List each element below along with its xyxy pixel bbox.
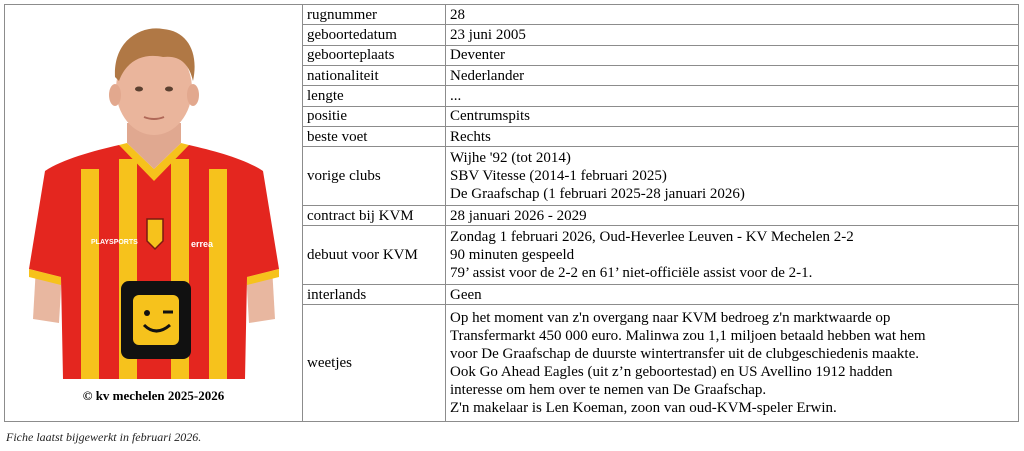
row-value-weetjes: [446, 305, 1019, 422]
update-footnote: Fiche laatst bijgewerkt in februari 2026.: [6, 430, 202, 444]
row-value-lengte: [446, 86, 1019, 106]
value-line: 79’ assist voor de 2-2 en 61’ niet-officiële assist voor de 2-1.: [450, 265, 813, 282]
value-line: voor De Graafschap de duurste wintertransfer uit de clubgeschiedenis maakte.: [450, 346, 919, 363]
row-value-rugnummer: [446, 5, 1019, 25]
row-label-weetjes: weetjes: [303, 305, 446, 422]
value-line: Centrumspits: [450, 108, 531, 125]
value-line: Geen: [450, 286, 482, 303]
value-line: interesse om hem over te nemen van De Graafschap.: [450, 382, 767, 399]
row-label-vorige-clubs: vorige clubs: [303, 147, 446, 206]
row-value-beste-voet: [446, 126, 1019, 146]
row-label-debuut: debuut voor KVM: [303, 226, 446, 285]
row-label-geboorteplaats: geboorteplaats: [303, 45, 446, 65]
player-photo-image: [23, 19, 285, 379]
row-value-positie: [446, 106, 1019, 126]
value-line: Transfermarkt 450 000 euro. Malinwa zou 1,1 miljoen betaald hebben wat hem: [450, 328, 926, 345]
row-value-debuut: [446, 226, 1019, 285]
shirt-sponsor-text: PLAYSPORTS: [91, 239, 138, 246]
value-line: 23 juni 2005: [450, 26, 526, 43]
value-line: Rechts: [450, 128, 491, 145]
value-line: Op het moment van z'n overgang naar KVM bedroeg z'n marktwaarde op: [450, 310, 891, 327]
value-line: Deventer: [450, 47, 505, 64]
row-label-positie: positie: [303, 106, 446, 126]
value-line: Wijhe '92 (tot 2014): [450, 150, 571, 167]
row-value-interlands: [446, 285, 1019, 305]
row-label-geboortedatum: geboortedatum: [303, 25, 446, 45]
row-value-nationaliteit: [446, 65, 1019, 85]
shirt-brand-text: errea: [191, 239, 214, 249]
row-label-beste-voet: beste voet: [303, 126, 446, 146]
row-label-rugnummer: rugnummer: [303, 5, 446, 25]
row-label-interlands: interlands: [303, 285, 446, 305]
row-value-geboortedatum: [446, 25, 1019, 45]
value-line: De Graafschap (1 februari 2025-28 januari 2026): [450, 186, 745, 203]
table-row: [5, 5, 1019, 25]
row-label-contract: contract bij KVM: [303, 205, 446, 225]
row-value-vorige-clubs: [446, 147, 1019, 206]
player-photo-cell: [5, 5, 303, 422]
row-label-lengte: lengte: [303, 86, 446, 106]
value-line: ...: [450, 87, 462, 104]
row-label-nationaliteit: nationaliteit: [303, 65, 446, 85]
player-fiche-table: [4, 4, 1019, 422]
value-line: 28 januari 2026 - 2029: [450, 207, 587, 224]
value-line: 28: [450, 6, 465, 23]
value-line: Nederlander: [450, 67, 525, 84]
value-line: Z'n makelaar is Len Koeman, zoon van oud-KVM-speler Erwin.: [450, 400, 837, 417]
row-value-contract: [446, 205, 1019, 225]
photo-copyright: © kv mechelen 2025-2026: [82, 388, 225, 403]
value-line: 90 minuten gespeeld: [450, 247, 575, 264]
value-line: SBV Vitesse (2014-1 februari 2025): [450, 168, 667, 185]
player-photo: [5, 5, 302, 421]
value-line: Zondag 1 februari 2026, Oud-Heverlee Leuven - KV Mechelen 2-2: [450, 229, 854, 246]
value-line: Ook Go Ahead Eagles (uit z’n geboortestad) en US Avellino 1912 hadden: [450, 364, 893, 381]
row-value-geboorteplaats: [446, 45, 1019, 65]
